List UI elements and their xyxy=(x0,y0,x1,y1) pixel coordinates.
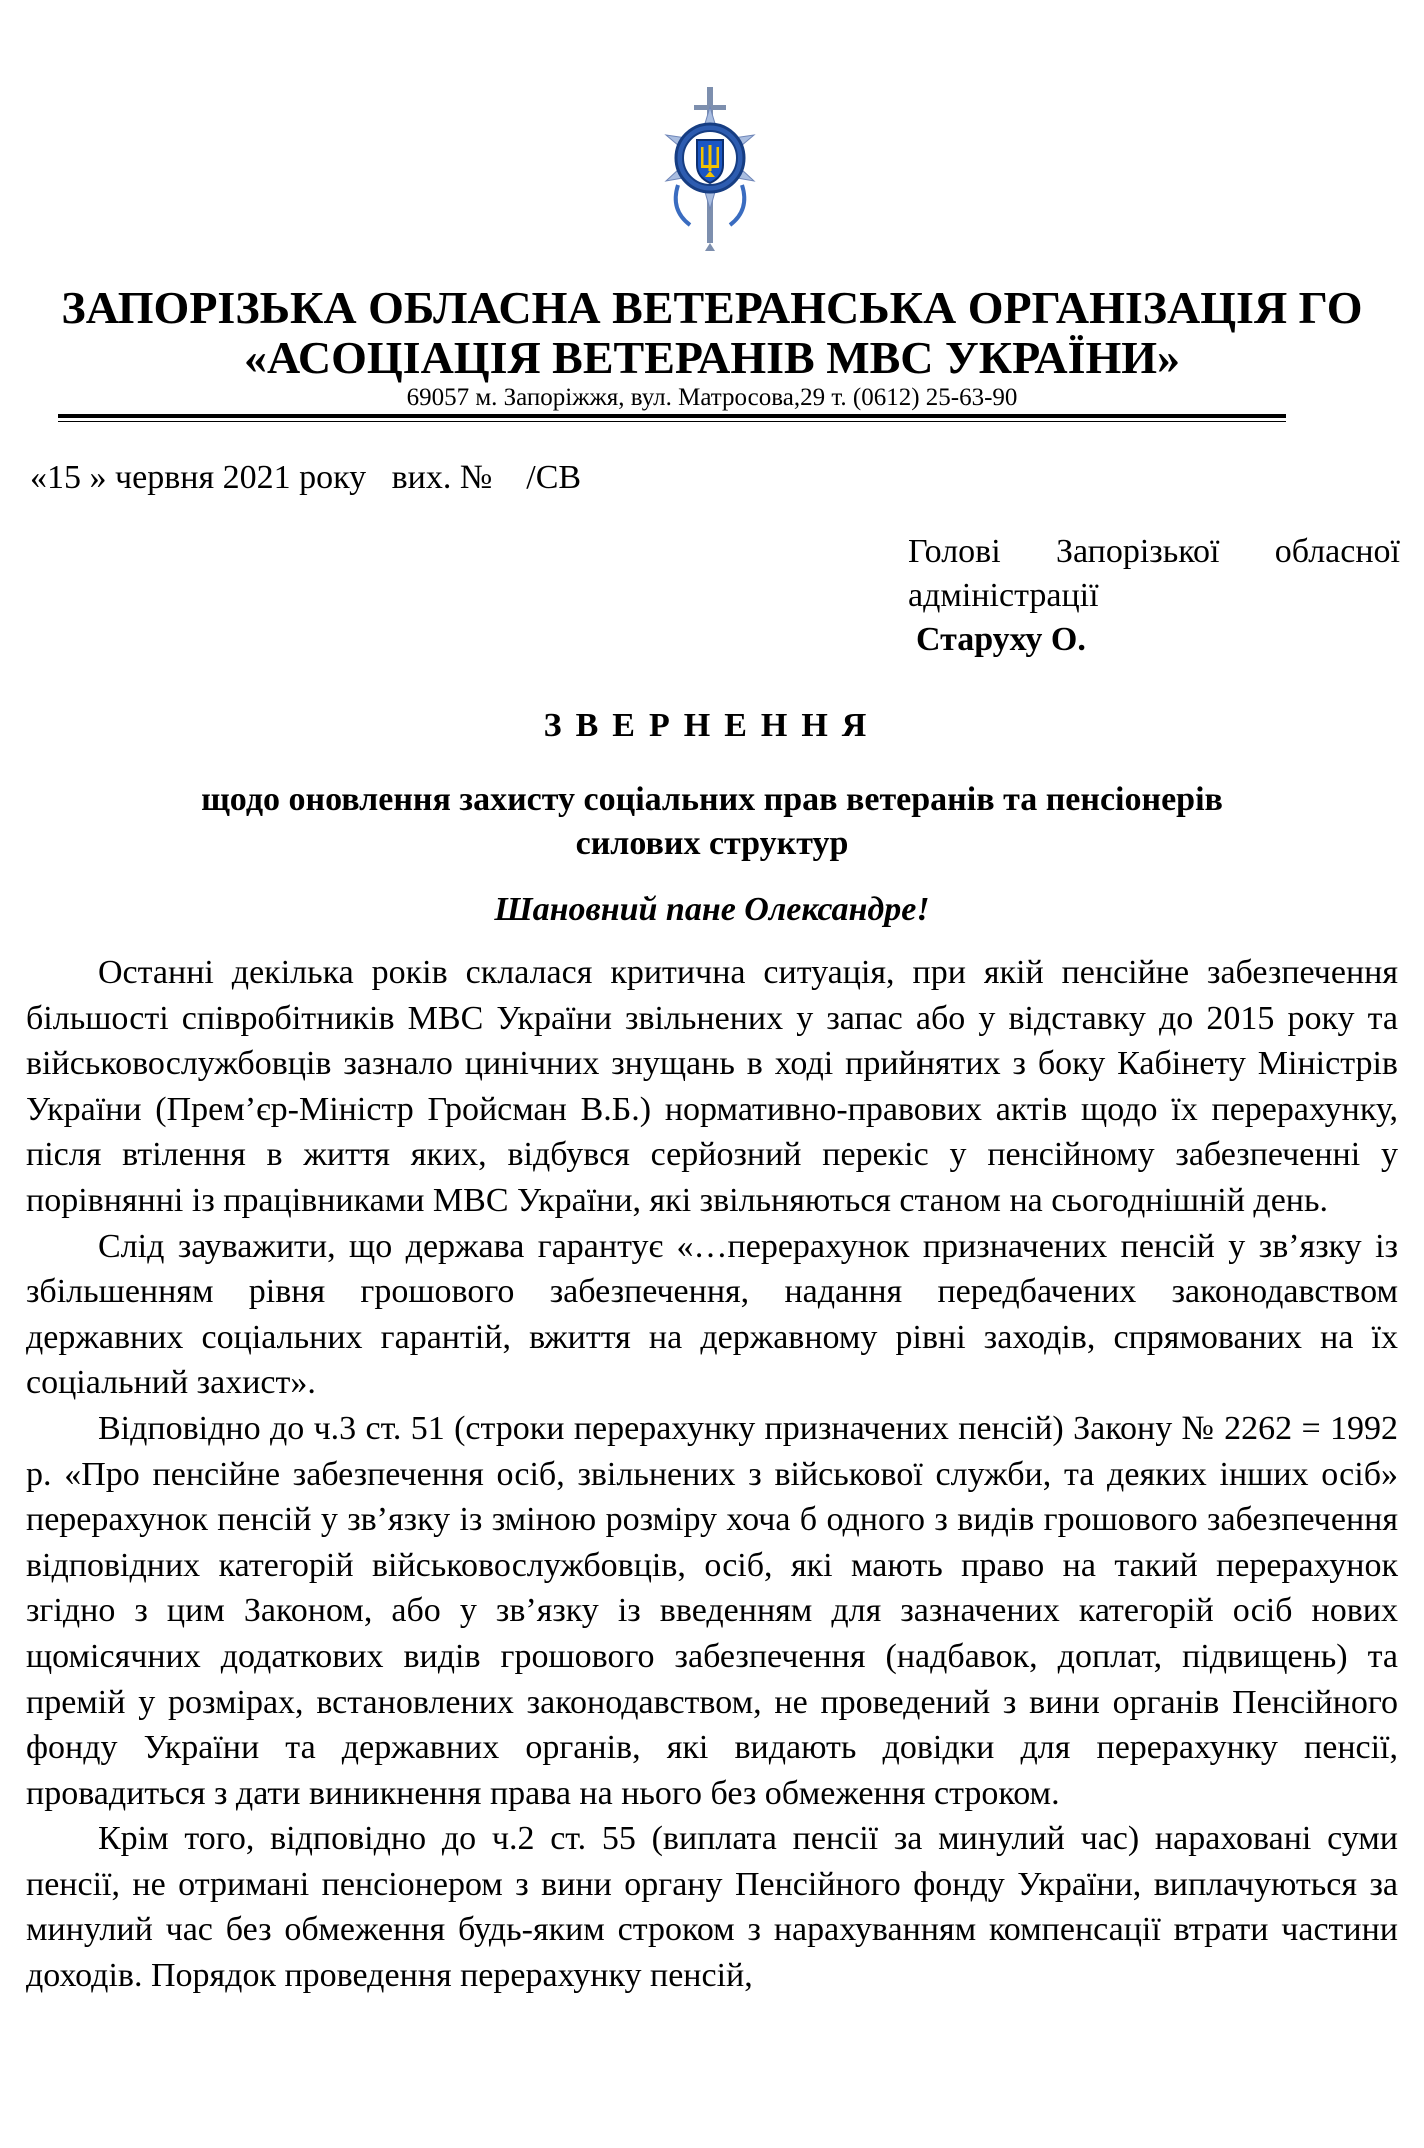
header-divider-thin xyxy=(58,421,1286,422)
organization-address: 69057 м. Запоріжжя, вул. Матросова,29 т. (0612) 25-63-90 xyxy=(406,384,1018,411)
header-divider-thick xyxy=(58,414,1286,418)
recipient-block xyxy=(908,530,1400,662)
recipient-name: Старуху О. xyxy=(916,621,1086,658)
organization-name-line1: ЗАПОРІЗЬКА ОБЛАСНА ВЕТЕРАНСЬКА ОРГАНІЗАЦІЯ ГО xyxy=(61,282,1363,333)
recipient-title: Голові Запорізької обласної xyxy=(908,533,1400,570)
organization-name-line2: «АСОЦІАЦІЯ ВЕТЕРАНІВ МВС УКРАЇНИ» xyxy=(243,332,1181,383)
body-paragraph: Відповідно до ч.3 ст. 51 (строки перерахунку призначених пенсій) Закону № 2262 = 1992 р. «Про пенсійне забезпечення осіб, звільнених з військової служби, та деяких інших осіб» перерахунок пенсій у зв’язку із зміною розміру хоча б одного з видів грошового забезпечення відповідних категорій військовослужбовців, осіб, які мають право на такий перерахунок згідно з цим Законом, або у зв’язку із введенням для зазначених категорій осіб нових щомісячних додаткових видів грошового забезпечення (надбавок, доплат, підвищень) та премій у розмірах, встановлених законодавством, не проведений з вини органів Пенсійного фонду України та державних органів, які видають довідки для перерахунку пенсії, провадиться з дати виникнення права на нього без обмеження строком. xyxy=(26,1409,1398,1812)
subject-line1: щодо оновлення захисту соціальних прав ветеранів та пенсіонерів xyxy=(201,781,1223,818)
salutation: Шановний пане Олександре! xyxy=(494,891,930,928)
subject-line2: силових структур xyxy=(575,825,849,862)
document-subject xyxy=(0,778,1424,866)
letter-body xyxy=(26,950,1398,1999)
ukraine-police-veterans-emblem-icon xyxy=(650,85,770,253)
body-paragraph: Слід зауважити, що держава гарантує «…перерахунок призначених пенсій у зв’язку із збільшенням рівня грошового забезпечення, надання передбачених законодавством державних соціальних гарантій, вжиття на державному рівні заходів, спрямованих на їх соціальний захист». xyxy=(26,1227,1398,1402)
date-and-reference-number: «15 » червня 2021 року вих. № /СВ xyxy=(30,459,582,496)
document-type-heading: ЗВЕРНЕННЯ xyxy=(543,707,881,744)
body-paragraph: Крім того, відповідно до ч.2 ст. 55 (виплата пенсії за минулий час) нараховані суми пенсії, не отримані пенсіонером з вини органу Пенсійного фонду України, виплачуються за минулий час без обмеження будь-яким строком з нарахуванням компенсації втрати частини доходів. Порядок проведення перерахунку пенсій, xyxy=(26,1820,1398,1995)
body-paragraph: Останні декілька років склалася критична ситуація, при якій пенсійне забезпечення більшості співробітників МВС України звільнених у запас або у відставку до 2015 року та військовослужбовців зазнало цинічних знущань в ході прийнятих з боку Кабінету Міністрів України (Прем’єр-Міністр Гройсман В.Б.) нормативно-правових актів щодо їх перерахунку, після втілення в життя яких, відбувся серйозний перекіс у пенсійному забезпеченні у порівнянні із працівниками МВС України, які звільняються станом на сьогоднішній день. xyxy=(26,954,1398,1219)
recipient-title-cont: адміністрації xyxy=(908,577,1099,614)
